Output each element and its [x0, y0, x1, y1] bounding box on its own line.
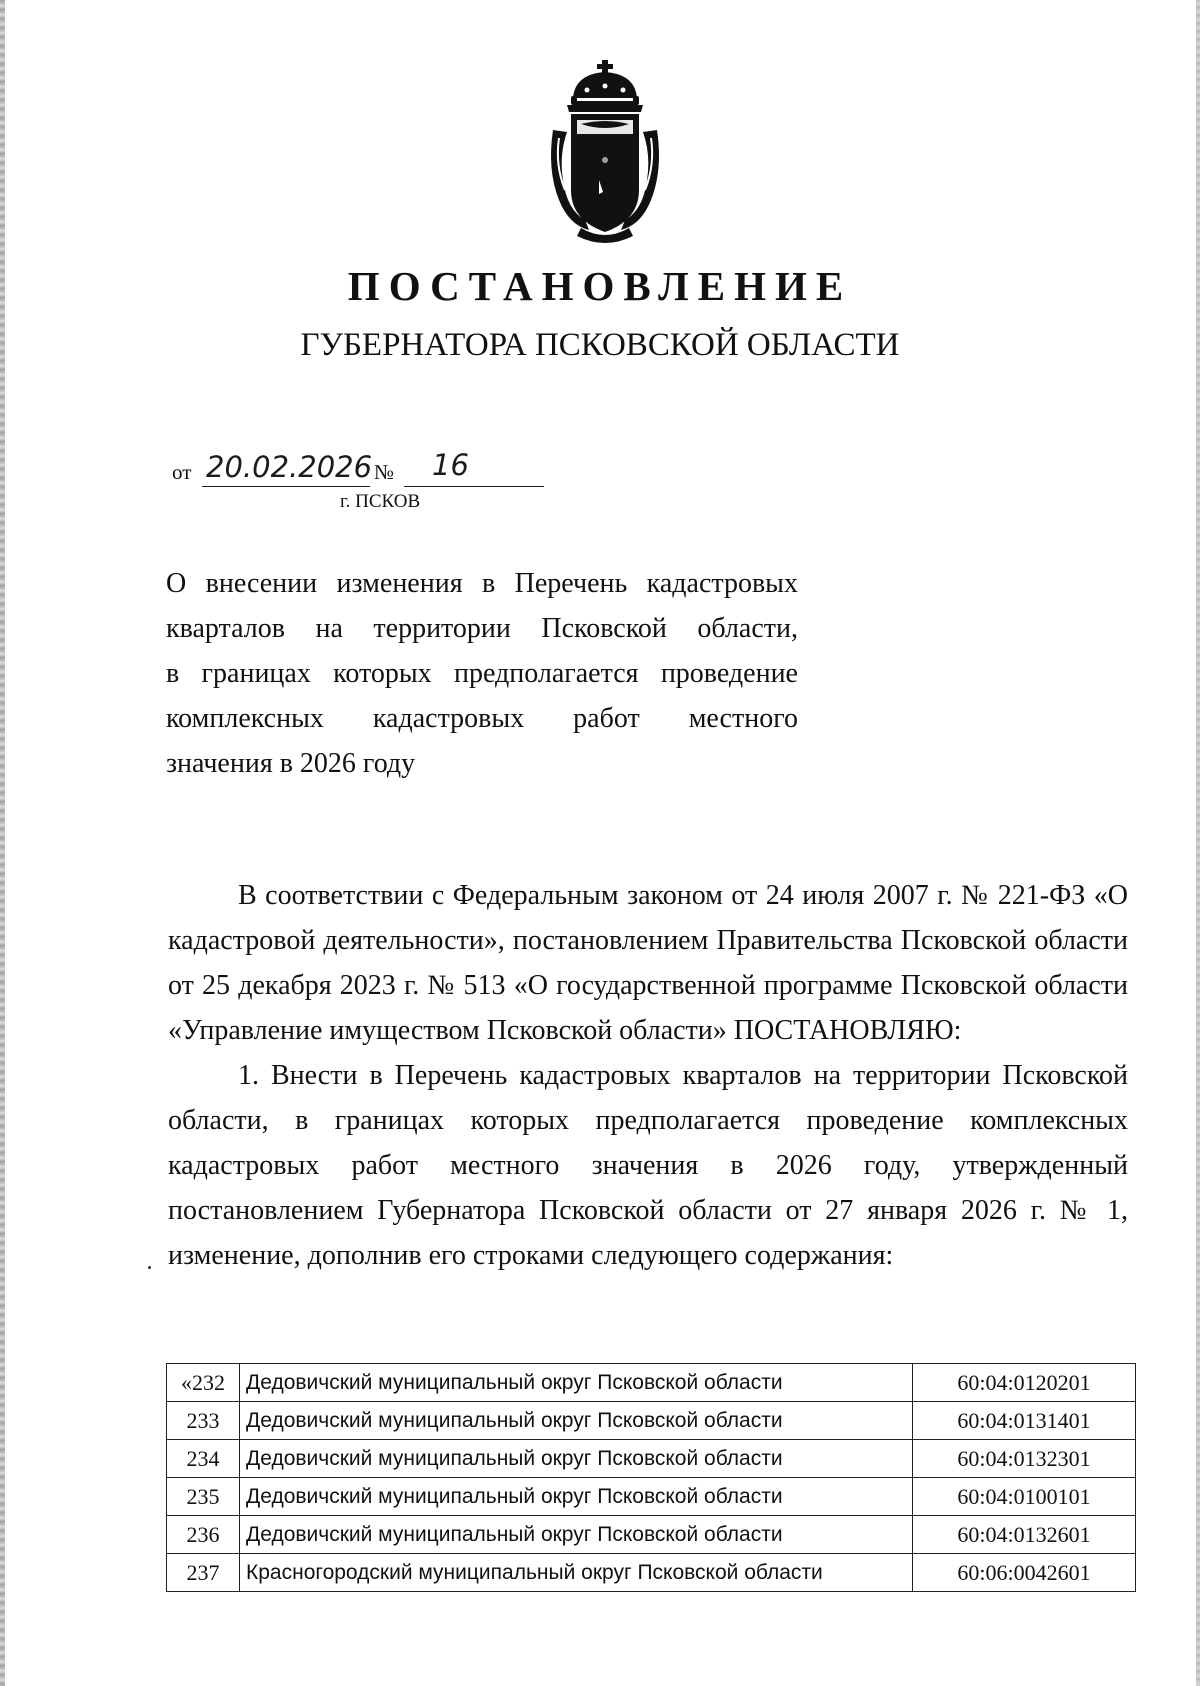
row-district: Красногородский муниципальный округ Псковской области	[240, 1554, 913, 1592]
table-row	[167, 1516, 1136, 1554]
row-cadastral-code: 60:04:0100101	[913, 1478, 1136, 1516]
row-district: Дедовичский муниципальный округ Псковской области	[240, 1364, 913, 1402]
handwritten-date: 20.02.2026	[206, 450, 373, 484]
subject-line: О внесении изменения в Перечень кадастровых	[166, 568, 798, 599]
table-row	[167, 1402, 1136, 1440]
scan-edge-right	[1196, 0, 1200, 1686]
row-district: Дедовичский муниципальный округ Псковской области	[240, 1440, 913, 1478]
date-prefix: от	[172, 460, 192, 484]
table-row	[167, 1478, 1136, 1516]
row-number: 237	[167, 1554, 240, 1592]
table-row	[167, 1554, 1136, 1592]
handwritten-number: 16	[432, 448, 469, 482]
row-number: 235	[167, 1478, 240, 1516]
body-paragraph-item-1: 1. Внести в Перечень кадастровых кварталов на территории Псковской области, в границах которых предполагается проведение комплексных кадастровых работ местного значения в 2026 году, утвержденный постановлением Губернатора Псковской области от 27 января 2026 г. № 1, изменение, дополнив его строками следующего содержания:	[168, 1060, 1128, 1271]
row-number: 233	[167, 1402, 240, 1440]
row-cadastral-code: 60:04:0132301	[913, 1440, 1136, 1478]
cadastral-table	[166, 1363, 1136, 1592]
document-title: ПОСТАНОВЛЕНИЕ	[347, 263, 853, 309]
scan-speck	[148, 1266, 151, 1269]
scan-edge-left	[0, 0, 5, 1686]
document-issuer: ГУБЕРНАТОРА ПСКОВСКОЙ ОБЛАСТИ	[300, 327, 900, 363]
row-district: Дедовичский муниципальный округ Псковской области	[240, 1402, 913, 1440]
number-underline	[404, 486, 544, 487]
document-subject	[166, 561, 798, 786]
row-number: 236	[167, 1516, 240, 1554]
city-label: г. ПСКОВ	[340, 491, 421, 512]
row-district: Дедовичский муниципальный округ Псковской области	[240, 1516, 913, 1554]
date-underline	[202, 486, 370, 487]
subject-line: в границах которых предполагается проведение	[166, 658, 798, 689]
row-cadastral-code: 60:04:0132601	[913, 1516, 1136, 1554]
table-row	[167, 1364, 1136, 1402]
row-cadastral-code: 60:04:0131401	[913, 1402, 1136, 1440]
row-number: 234	[167, 1440, 240, 1478]
date-number-line	[172, 448, 552, 492]
number-prefix: №	[374, 460, 395, 484]
row-district: Дедовичский муниципальный округ Псковской области	[240, 1478, 913, 1516]
row-number: «232	[167, 1364, 240, 1402]
row-cadastral-code: 60:04:0120201	[913, 1364, 1136, 1402]
row-cadastral-code: 60:06:0042601	[913, 1554, 1136, 1592]
table-row	[167, 1440, 1136, 1478]
document-body	[168, 873, 1128, 1278]
body-paragraph-preamble: В соответствии с Федеральным законом от 24 июля 2007 г. № 221-ФЗ «О кадастровой деятельности», постановлением Правительства Псковской области от 25 декабря 2023 г. № 513 «О государственной программе Псковской области «Управление имуществом Псковской области» ПОСТАНОВЛЯЮ:	[168, 880, 1128, 1046]
subject-line: комплексных кадастровых работ местного	[166, 703, 798, 734]
subject-line: кварталов на территории Псковской области,	[166, 613, 798, 644]
subject-line: значения в 2026 году	[166, 748, 416, 779]
coat-of-arms-icon	[545, 60, 665, 245]
